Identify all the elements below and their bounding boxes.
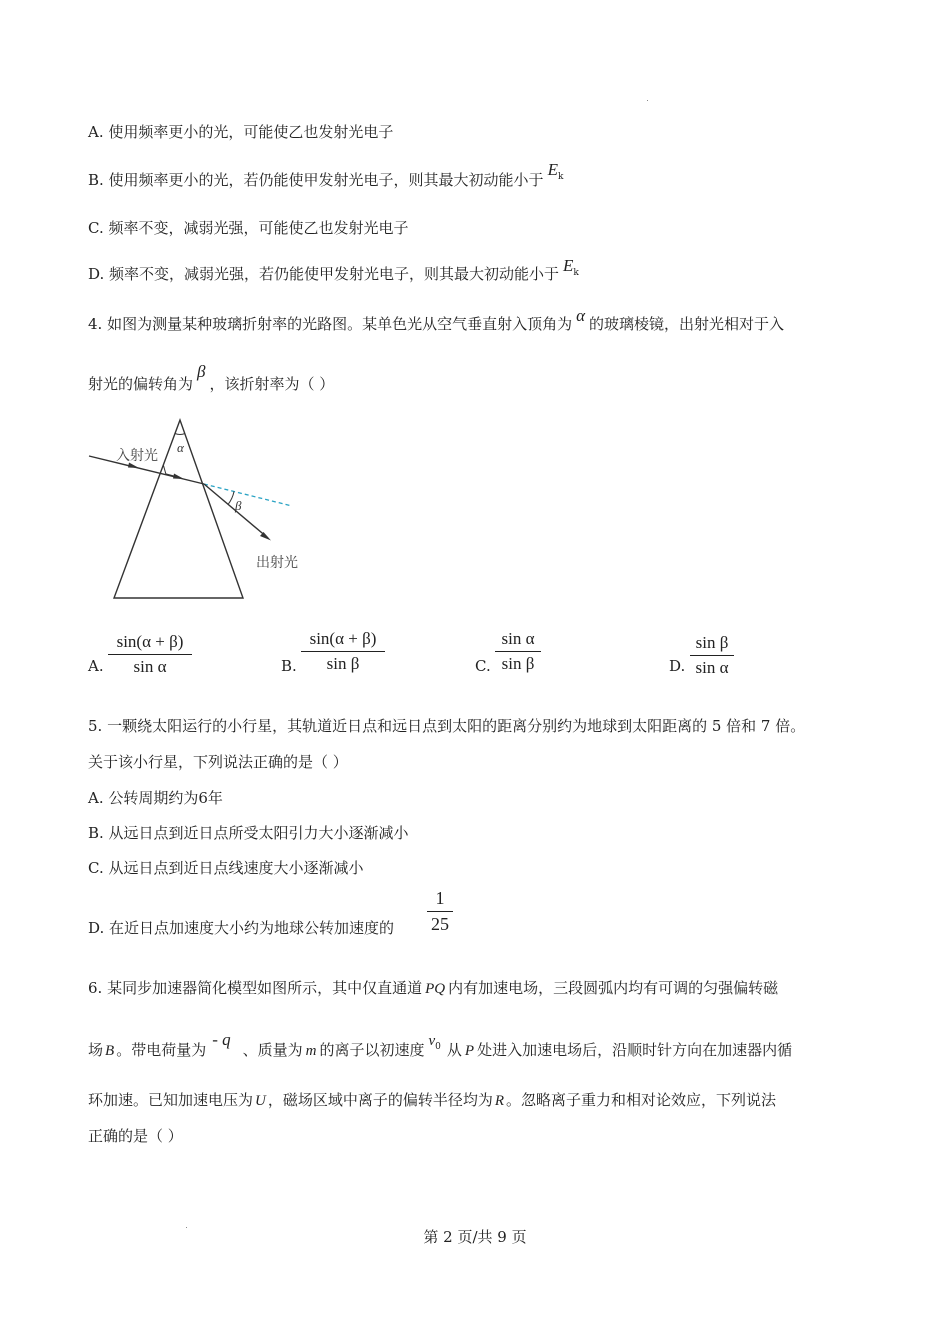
q5-option-c: C. 从远日点到近日点线速度大小逐渐减小 xyxy=(88,859,364,877)
q5-option-d-fraction: $\frac{1}{25}$ xyxy=(427,888,453,935)
beta-label: β xyxy=(235,498,242,513)
incident-label: 入射光 xyxy=(116,448,158,464)
page-speck xyxy=(647,100,648,101)
q3-option-a: A. 使用频率更小的光，可能使乙也发射光电子 xyxy=(88,123,394,141)
q6-stem-line-4: 正确的是（ ） xyxy=(88,1127,183,1145)
exit-label: 出射光 xyxy=(256,555,298,571)
q4-option-d-label: D. xyxy=(669,657,686,675)
q4-option-a-fraction: $\frac{\sin(\alpha + \beta)}{\text{sin α}}$ xyxy=(108,632,192,677)
q4-option-d-fraction: $\frac{\text{sin β}}{\text{sin α}}$ xyxy=(690,633,734,678)
alpha-label: α xyxy=(177,440,184,455)
q6-stem-line-2: 场 B 。带电荷量为- q、质量为 m 的离子以初速度 $v^0$ 从 P 处进入加速电场后，沿顺时针方向在加速器内循 xyxy=(88,1030,793,1059)
beta-arc xyxy=(228,492,234,505)
q6-stem-line-3: 环加速。已知加速电压为 U ，磁场区域中离子的偏转半径均为 R 。忽略离子重力和相对论效应，下列说法 xyxy=(88,1091,777,1109)
q4-stem-line-1: 4. 如图为测量某种玻璃折射率的光路图。某单色光从空气垂直射入顶角为 α 的玻璃棱镜，出射光相对于入 xyxy=(88,306,785,333)
q5-option-b: B. 从远日点到近日点所受太阳引力大小逐渐减小 xyxy=(88,824,409,842)
alpha-arc xyxy=(175,434,185,435)
q4-option-b-fraction: $\frac{\sin(\alpha + \beta)}{\text{sin β}}$ xyxy=(301,629,385,674)
q4-option-b-label: B. xyxy=(281,657,297,675)
q6-stem-line-1: 6. 某同步加速器简化模型如图所示，其中仅直通道 PQ 内有加速电场，三段圆弧内均有可调的匀强偏转磁 xyxy=(88,979,779,997)
q3-option-c: C. 频率不变，减弱光强，可能使乙也发射光电子 xyxy=(88,219,409,237)
q4-option-c-fraction: $\frac{\text{sin α}}{\text{sin β}}$ xyxy=(495,629,541,674)
page-footer: 第 2 页/共 9 页 xyxy=(423,1228,527,1246)
q5-option-d: D. 在近日点加速度大小约为地球公转加速度的 xyxy=(88,919,395,937)
q5-stem-line-2: 关于该小行星，下列说法正确的是（ ） xyxy=(88,753,348,771)
q3-option-d: D. 频率不变，减弱光强，若仍能使甲发射光电子，则其最大初动能小于 $E^k$ xyxy=(88,256,579,283)
prism-diagram xyxy=(80,412,310,612)
q3-option-b: B. 使用频率更小的光，若仍能使甲发射光电子，则其最大初动能小于$E^k$ xyxy=(88,160,564,189)
q4-option-a-label: A. xyxy=(88,657,104,675)
q5-option-a: A. 公转周期约为6年 xyxy=(88,789,223,807)
q5-stem-line-1: 5. 一颗绕太阳运行的小行星，其轨道近日点和远日点到太阳的距离分别约为地球到太阳距离的 5 倍和 7 倍。 xyxy=(88,717,806,735)
q4-option-c-label: C. xyxy=(475,657,491,675)
q4-stem-line-2: 射光的偏转角为β，该折射率为（ ） xyxy=(88,362,335,393)
inner-ray-arrow xyxy=(173,474,184,480)
